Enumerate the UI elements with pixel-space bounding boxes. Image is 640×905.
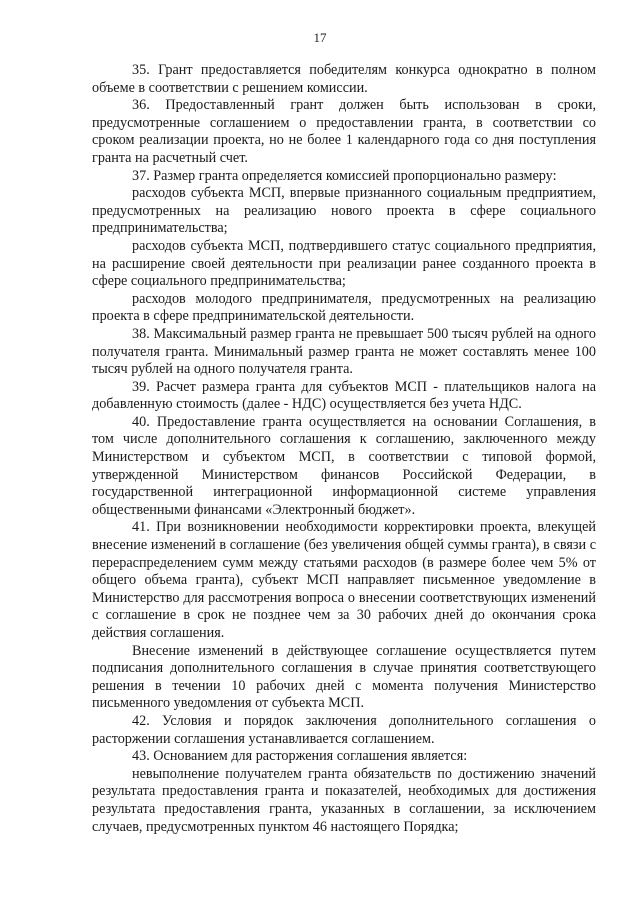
paragraph-37-item-2: расходов субъекта МСП, подтвердившего статус социального предприятия, на расширение своей деятельности при реализации ранее созданного проекта в сфере социального предпринимательства; bbox=[92, 237, 596, 290]
paragraph-39: 39. Расчет размера гранта для субъектов МСП - плательщиков налога на добавленную стоимость (далее - НДС) осуществляется без учета НДС. bbox=[92, 378, 596, 413]
paragraph-42: 42. Условия и порядок заключения дополнительного соглашения о расторжении соглашения устанавливается соглашением. bbox=[92, 712, 596, 747]
paragraph-37: 37. Размер гранта определяется комиссией пропорционально размеру: bbox=[132, 167, 557, 184]
paragraph-37-item-3: расходов молодого предпринимателя, предусмотренных на реализацию проекта в сфере предпринимательской деятельности. bbox=[92, 290, 596, 325]
paragraph-36: 36. Предоставленный грант должен быть использован в сроки, предусмотренные соглашением о предоставлении гранта, в соответствии со сроком реализации проекта, но не более 1 календарного года со дня поступления гранта на расчетный счет. bbox=[92, 97, 596, 166]
paragraph-43: 43. Основанием для расторжения соглашения является: bbox=[132, 748, 468, 765]
page-number: 17 bbox=[313, 30, 327, 45]
paragraph-43-item-1: невыполнение получателем гранта обязательств по достижению значений результата предоставления гранта и показателей, необходимых для достижения результата предоставления гранта, указанных в соглашении, за исключением случаев, предусмотренных пунктом 46 настоящего Порядка; bbox=[92, 765, 596, 835]
paragraph-41-continuation: Внесение изменений в действующее соглашение осуществляется путем подписания дополнительного соглашения в случае принятия соответствующего решения в течении 10 рабочих дней с момента получения Министерство письменного уведомления от субъекта МСП. bbox=[92, 642, 596, 712]
paragraph-41: 41. При возникновении необходимости корректировки проекта, влекущей внесение изменений в соглашение (без увеличения общей суммы гранта), в связи с перераспределением сумм между статьями расходов (в размере более чем 5% от общего объема гранта), субъект МСП направляет письменное уведомление в Министерство для рассмотрения вопроса о внесении соответствующих изменений с соглашение в срок не позднее чем за 30 рабочих дней до окончания срока действия соглашения. bbox=[92, 519, 596, 641]
paragraph-40: 40. Предоставление гранта осуществляется на основании Соглашения, в том числе дополнительного соглашения к соглашению, заключенного между Министерством и субъектом МСП, в соответствии с типовой формой, утвержденной Министерством финансов Российской Федерации, в государственной интеграционной информационной системе управления общественными финансами «Электронный бюджет». bbox=[92, 413, 596, 518]
document-body bbox=[92, 62, 596, 836]
paragraph-37-item-1: расходов субъекта МСП, впервые признанного социальным предприятием, предусмотренных на реализацию нового проекта в сфере социального предпринимательства; bbox=[92, 185, 596, 237]
paragraph-38: 38. Максимальный размер гранта не превышает 500 тысяч рублей на одного получателя гранта. Минимальный размер гранта не может составлять менее 100 тысяч рублей на одного получателя гранта. bbox=[92, 325, 596, 378]
paragraph-35: 35. Грант предоставляется победителям конкурса однократно в полном объеме в соответствии с решением комиссии. bbox=[92, 62, 596, 96]
